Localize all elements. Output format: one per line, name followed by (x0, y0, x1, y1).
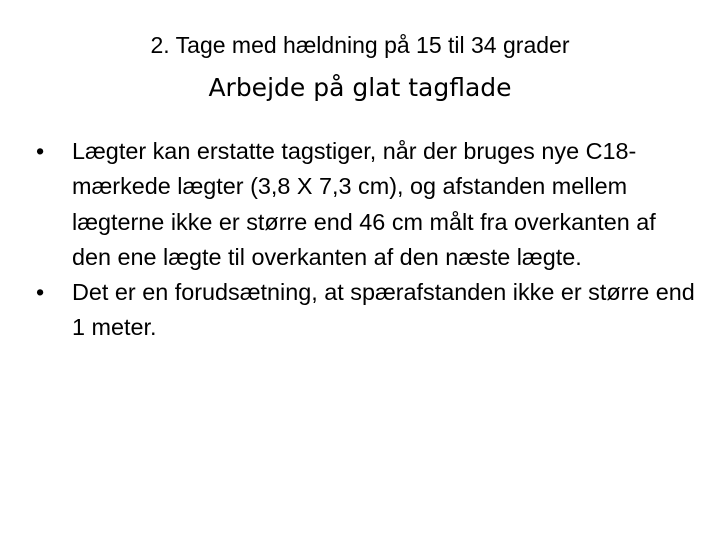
slide-title: Arbejde på glat tagflade (208, 73, 512, 102)
bullet-text: Det er en forudsætning, at spærafstanden ikke er større end 1 meter. (72, 279, 695, 341)
slide-subtitle: 2. Tage med hældning på 15 til 34 grader (150, 32, 570, 58)
bullet-item (36, 275, 696, 346)
bullet-text: Lægter kan erstatte tagstiger, når der bruges nye C18-mærkede lægter (3,8 X 7,3 cm), og afstanden mellem lægterne ikke er større end 46 cm målt fra overkanten af den ene lægte til overkanten af den næste lægte. (72, 138, 656, 270)
bullet-list (36, 134, 696, 346)
bullet-icon: • (36, 279, 45, 306)
bullet-item (36, 134, 696, 275)
bullet-icon: • (36, 138, 45, 164)
